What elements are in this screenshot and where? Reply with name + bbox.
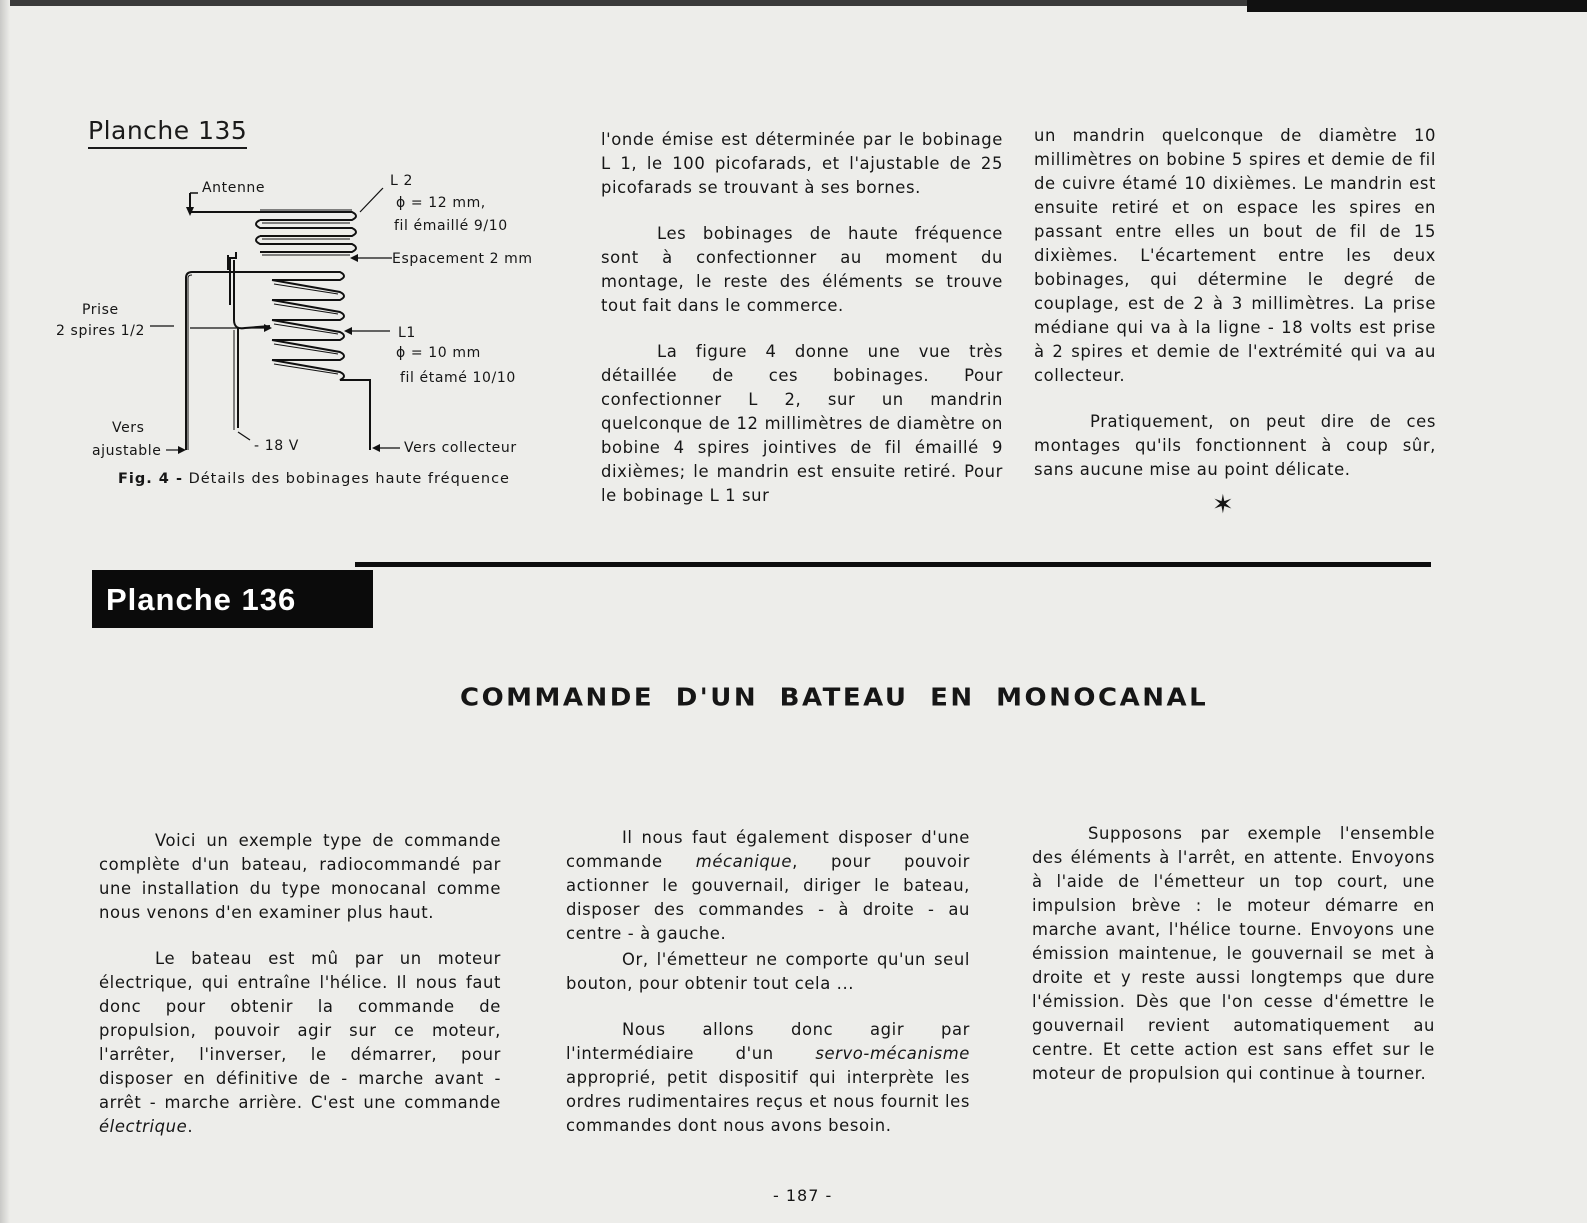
label-espacement: Espacement 2 mm [392,251,533,267]
paragraph: Voici un exemple type de commande complète d'un bateau, radiocommandé par une installation du type monocanal comme nous venons d'en examiner plus haut. [99,831,501,922]
paragraph [566,1018,970,1138]
label-collecteur: Vers collecteur [404,440,517,456]
emphasis: mécanique [695,852,793,871]
paragraph: La figure 4 donne une vue très détaillée de ces bobinages. Pour confectionner L 2, sur un mandrin quelconque de 12 millimètres de diamètre on bobine 4 spires jointives de fil émaillé 9 dixièmes; le mandrin est ensuite retiré. Pour le bobinage L 1 sur [601,342,1003,505]
paragraph: l'onde émise est déterminée par le bobinage L 1, le 100 picofarads, et l'ajustable de 25 picofarads se trouvant à ses bornes. [601,130,1003,197]
page-top-edge-dark [1247,0,1587,12]
label-ajustable: ajustable [92,443,162,459]
page-binding-shadow [0,0,10,1223]
label-l1: L1 [398,325,416,341]
planche-136-column-2 [566,826,970,1140]
figure-caption-number: Fig. 4 - [118,471,183,487]
label-l1-phi: ϕ = 10 mm [396,345,481,361]
label-l1-fil: fil étamé 10/10 [400,370,516,386]
paragraph-text: , pour pouvoir actionner le gouvernail, diriger le bateau, disposer des commandes - à droite - au centre - à gauche. [566,852,971,943]
article-title: COMMANDE D'UN BATEAU EN MONOCANAL [460,683,1209,713]
label-l2: L 2 [390,173,413,189]
paragraph: Le bateau est mû par un moteur électrique, qui entraîne l'hélice. Il nous faut donc pour obtenir la commande de propulsion, pouvoir agir sur ce moteur, l'arrêter, l'inverser, le démarrer, pour disposer en définitive de - marche avant - arrêt - marche arrière. C'est une commande électrique. [99,949,501,1136]
planche-135-column-2 [1034,124,1436,504]
figure-caption-text: Détails des bobinages haute fréquence [188,471,510,487]
planche-136-column-3 [1032,822,1435,1108]
label-prise: Prise [82,302,119,318]
page-number: - 187 - [773,1186,833,1205]
label-antenne: Antenne [202,180,266,196]
label-prise-spires: 2 spires 1/2 [56,323,145,339]
paragraph [566,826,970,946]
emphasis: électrique [99,1117,188,1136]
planche-135-column-1 [601,128,1003,530]
paragraph: Pratiquement, on peut dire de ces montages qu'ils fonctionnent à coup sûr, sans aucune mise au point délicate. [1034,412,1436,479]
figure-caption [118,471,510,487]
section-rule [355,562,1431,567]
emphasis: servo-mécanisme [815,1044,970,1063]
planche-135-title: Planche 135 [88,116,247,149]
paragraph-text: Le bateau est mû par un moteur électrique, qui entraîne l'hélice. Il nous faut donc pour obtenir la commande de propulsion, pouvoir agir sur ce moteur, l'arrêter, l'inverser, le démarrer, pour disposer en définitive de - marche avant - arrêt - marche arrière. C'est une commande [99,949,501,1112]
coil-l1 [186,272,370,450]
paragraph: Supposons par exemple l'ensemble des éléments à l'arrêt, en attente. Envoyons à l'aide de l'émetteur un top court, une impulsion brève : le moteur démarre en marche avant, l'hélice tourne. Envoyons une émission maintenue, le gouvernail se met à droite et y reste aussi longtemps que dure l'émission. Dès que l'on cesse d'émettre le gouvernail revient automatiquement au centre. Et cette action est sans effet sur le moteur de propulsion qui continue à tourner. [1032,824,1435,1083]
label-minus18: - 18 V [254,438,299,454]
paragraph: Les bobinages de haute fréquence sont à confectionner au moment du montage, le reste des éléments se trouve tout fait dans le commerce. [601,224,1003,315]
coil-figure [40,160,540,465]
planche-136-column-1 [99,829,501,1141]
label-vers: Vers [112,420,145,436]
paragraph: Or, l'émetteur ne comporte qu'un seul bouton, pour obtenir tout cela ... [566,950,970,993]
paragraph: un mandrin quelconque de diamètre 10 millimètres on bobine 5 spires et demie de fil de cuivre étamé 10 dixièmes. Le mandrin est ensuite retiré et on espace les spires en passant entre elles un bout de fil de 15 dixièmes. L'écartement entre les deux bobinages, qui détermine le degré de couplage, est de 2 à 3 millimètres. La prise médiane qui va à la ligne - 18 volts est prise à 2 spires et demie de l'extrémité qui va au collecteur. [1034,126,1436,385]
planche-136-label: Planche 136 [92,570,373,628]
paragraph-text: Nous allons donc agir par l'intermédiaire d'un [566,1020,970,1063]
end-star-icon: ✶ [1212,490,1234,520]
paragraph-text: Il nous faut également disposer d'une commande [566,828,970,871]
label-l2-fil: fil émaillé 9/10 [394,218,508,234]
paragraph-text: approprié, petit dispositif qui interprète les ordres rudimentaires reçus et nous fournit les commandes dont nous avons besoin. [566,1068,970,1135]
label-l2-phi: ϕ = 12 mm, [396,195,486,211]
